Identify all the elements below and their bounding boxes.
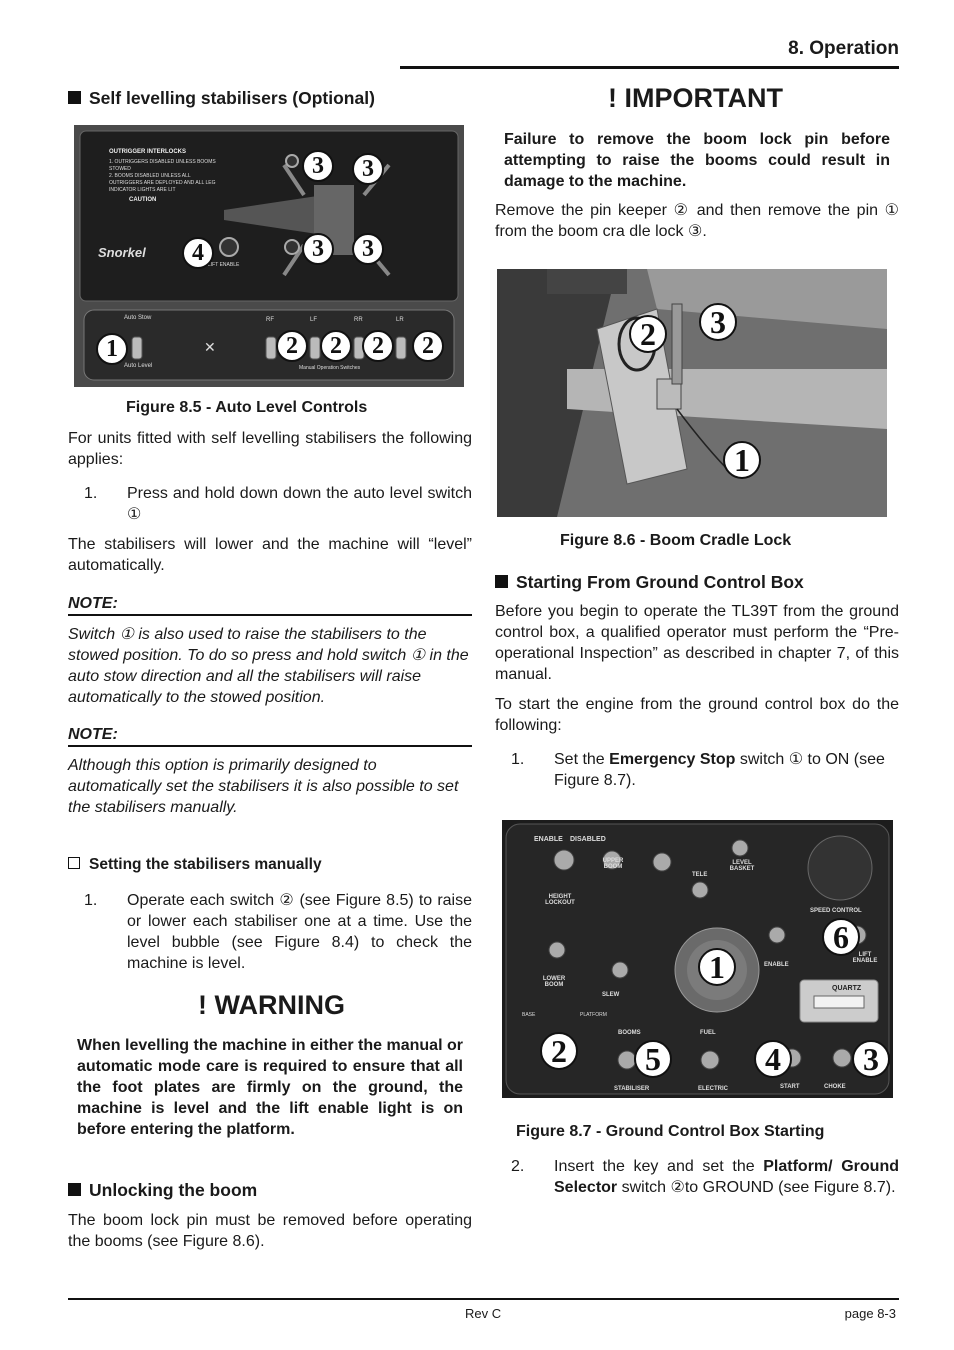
label-stabiliser: STABILISER: [614, 1086, 650, 1092]
panel-lr: LR: [396, 317, 404, 323]
figure-ground-control-box: [502, 820, 893, 1098]
list-item: 2. Insert the key and set the Platform/ Ground Selector switch ②to GROUND (see Figure 8.7).: [511, 1158, 899, 1196]
label-fuel: FUEL: [700, 1030, 716, 1036]
panel-brand: Snorkel: [98, 245, 146, 260]
label-lower-boom: LOWER BOOM: [542, 976, 566, 988]
paragraph-intro: For units fitted with self levelling stabilisers the following applies:: [68, 430, 472, 468]
important-title: ! IMPORTANT: [608, 83, 783, 113]
callout-2: 2: [362, 330, 394, 362]
callout-3: 3: [302, 233, 334, 265]
footer-revision: Rev C: [465, 1306, 502, 1321]
figure-caption-8-6: Figure 8.6 - Boom Cradle Lock: [560, 532, 792, 549]
label-enable: ENABLE: [534, 836, 563, 843]
warning-title: ! WARNING: [198, 990, 345, 1020]
label-slew: SLEW: [602, 992, 620, 998]
note-text: Switch ① is also used to raise the stabilisers to the stowed position. To do so press and hold switch ① in the auto stow direction and all the stabilisers will raise automatically to the stowed position.: [68, 626, 469, 706]
label-base: BASE: [522, 1012, 536, 1018]
paragraph-boom-lock: The boom lock pin must be removed before operating the booms (see Figure 8.6).: [68, 1212, 472, 1250]
panel-auto-stow: Auto Stow: [124, 315, 152, 321]
square-bullet-icon: [68, 1183, 81, 1196]
paragraph-start-engine: To start the engine from the ground control box do the following:: [495, 696, 899, 734]
label-start: START: [780, 1084, 800, 1090]
callout-2: 2: [629, 315, 667, 353]
panel-line1: 1. OUTRIGGERS DISABLED UNLESS BOOMS STOWED: [109, 159, 216, 172]
callout-2: 2: [320, 330, 352, 362]
list-item: 1. Set the Emergency Stop switch ① to ON (see Figure 8.7).: [511, 751, 885, 789]
panel-auto-level: Auto Level: [124, 363, 153, 369]
callout-6: 6: [822, 918, 860, 956]
paragraph-pin-keeper: Remove the pin keeper ② and then remove the pin ① from the boom cra dle lock ③.: [495, 202, 899, 240]
checkbox-bullet-icon: [68, 857, 80, 869]
subheading-setting-manually: Setting the stabilisers manually: [68, 856, 322, 874]
heading-unlocking-boom: Unlocking the boom: [68, 1180, 257, 1201]
label-enable-2: ENABLE: [764, 962, 789, 968]
paragraph-before-operate: Before you begin to operate the TL39T from the ground control box, a qualified operator must perform the “Pre-operational Inspection” as described in chapter 7, of this manual.: [495, 603, 899, 683]
note-label: NOTE:: [68, 726, 472, 747]
panel-caution: CAUTION: [129, 197, 157, 203]
footer-page-number: page 8-3: [844, 1306, 896, 1321]
callout-2: 2: [540, 1032, 578, 1070]
callout-3: 3: [302, 150, 334, 182]
callout-4: 4: [754, 1040, 792, 1078]
list-item: 1. Operate each switch ② (see Figure 8.5) to raise or lower each stabiliser one at a time. Use the level bubble (see Figure 8.4) to check the machine is level.: [84, 892, 472, 972]
label-speed-control: SPEED CONTROL: [810, 908, 862, 914]
figure-caption-8-7: Figure 8.7 - Ground Control Box Starting: [516, 1123, 825, 1140]
label-level-basket: LEVEL BASKET: [729, 860, 755, 872]
callout-3: 3: [352, 153, 384, 185]
panel-manual: Manual Operation Switches: [299, 365, 361, 371]
heading-starting-ground: Starting From Ground Control Box: [495, 572, 804, 593]
panel-lift-enable: LIFT ENABLE: [208, 262, 240, 268]
list-item: 1. Press and hold down down the auto level switch ①: [84, 485, 472, 523]
figure-auto-level-controls: [74, 125, 464, 387]
callout-4: 4: [182, 237, 214, 269]
label-tele: TELE: [692, 872, 708, 878]
label-electric: ELECTRIC: [698, 1086, 728, 1092]
warning-text: When levelling the machine in either the manual or automatic mode care is required to ensure that all the foot plates are firmly on the ground, the machine is level and the lift enable light is on before entering the platform.: [77, 1037, 463, 1138]
header-rule: [400, 66, 899, 69]
square-bullet-icon: [68, 91, 81, 104]
paragraph-stabilisers-lower: The stabilisers will lower and the machine will “level” automatically.: [68, 536, 472, 574]
panel-rf: RF: [266, 317, 274, 323]
note-label: NOTE:: [68, 595, 472, 616]
callout-3: 3: [352, 233, 384, 265]
callout-3: 3: [699, 303, 737, 341]
label-upper-boom: UPPER BOOM: [602, 858, 624, 870]
panel-rr: RR: [354, 317, 363, 323]
label-platform: PLATFORM: [580, 1012, 607, 1018]
label-choke: CHOKE: [824, 1084, 846, 1090]
callout-1: 1: [723, 441, 761, 479]
callout-3: 3: [852, 1040, 890, 1078]
svg-text:✕: ✕: [204, 339, 216, 355]
section-title: 8. Operation: [788, 38, 899, 59]
callout-5: 5: [634, 1040, 672, 1078]
callout-1: 1: [96, 333, 128, 365]
important-text: Failure to remove the boom lock pin before attempting to raise the booms could result in damage to the machine.: [504, 131, 890, 190]
label-height-lockout: HEIGHT LOCKOUT: [545, 894, 575, 906]
panel-lf: LF: [310, 317, 318, 323]
label-booms: BOOMS: [618, 1030, 641, 1036]
note-text: Although this option is primarily designed to automatically set the stabilisers it is also possible to set the stabilisers manually.: [68, 757, 459, 816]
figure-boom-cradle-lock: [497, 269, 887, 517]
boom-cradle-lock-image: [497, 269, 887, 517]
panel-line2: 2. BOOMS DISABLED UNLESS ALL OUTRIGGERS ARE DEPLOYED AND ALL LEG INDICATOR LIGHTS ARE LIT: [109, 173, 216, 193]
panel-title: OUTRIGGER INTERLOCKS: [109, 149, 187, 155]
label-hour-meter: QUARTZ: [832, 985, 862, 992]
heading-self-levelling: Self levelling stabilisers (Optional): [68, 88, 375, 109]
figure-caption-8-5: Figure 8.5 - Auto Level Controls: [126, 399, 368, 416]
label-lift-enable: LIFT ENABLE: [852, 952, 878, 964]
label-disabled: DISABLED: [570, 836, 606, 843]
square-bullet-icon: [495, 575, 508, 588]
footer-rule: [68, 1298, 899, 1300]
callout-2: 2: [276, 330, 308, 362]
callout-2: 2: [412, 330, 444, 362]
callout-1: 1: [698, 948, 736, 986]
